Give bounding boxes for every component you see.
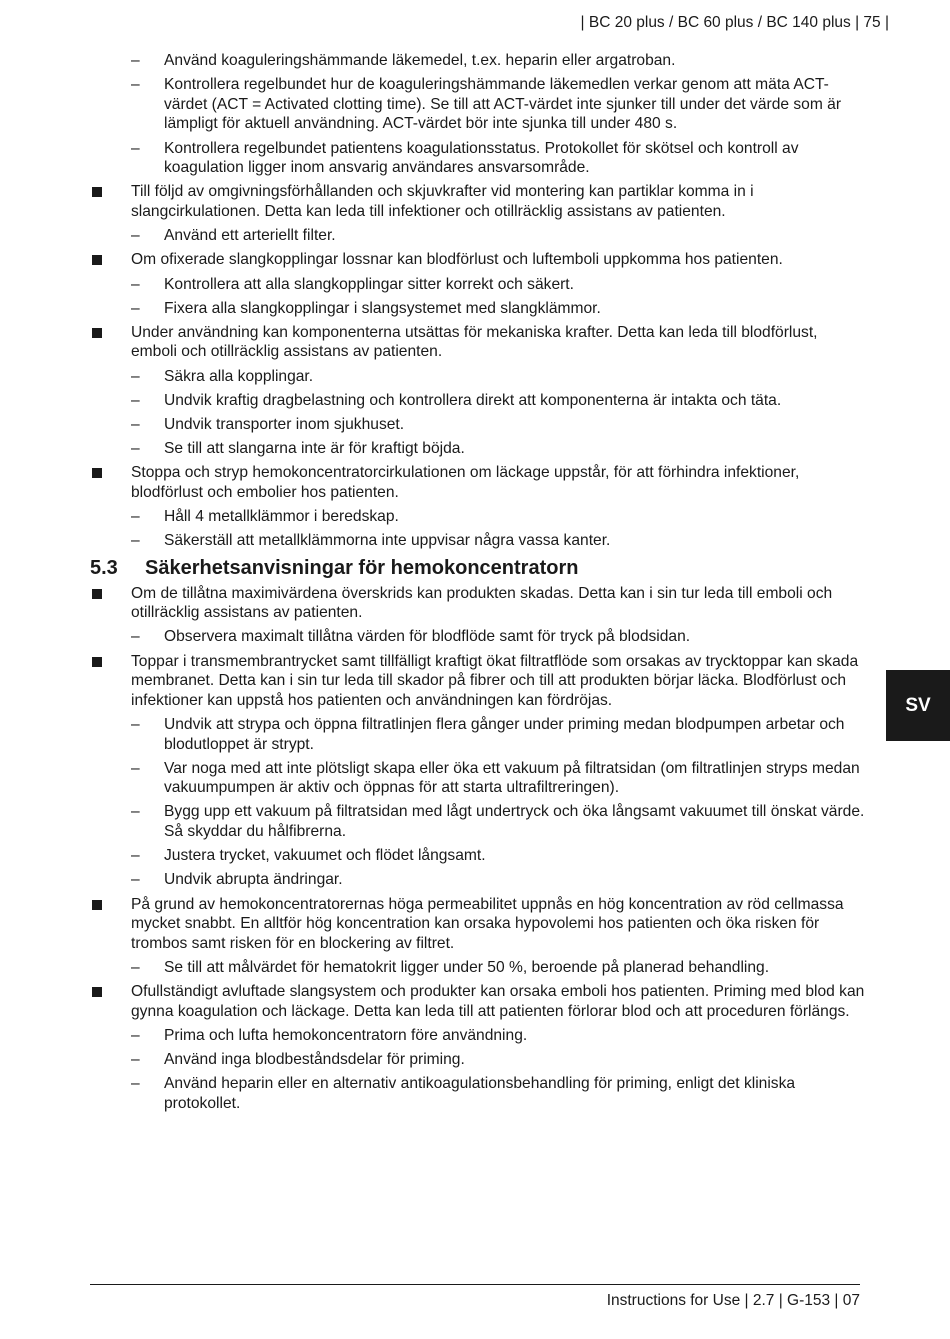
section-heading <box>90 556 865 580</box>
dash-item: – Observera maximalt tillåtna värden för blodflöde samt för tryck på blodsidan. <box>90 627 865 647</box>
dash-item: – Använd ett arteriellt filter. <box>90 226 865 246</box>
bullet-item: Till följd av omgivningsförhållanden och skjuvkrafter vid montering kan partiklar komma in i slangcirkulationen. Detta kan leda till infektioner och otillräcklig assistans av patienten. <box>90 182 865 221</box>
dash-item: – Säkra alla kopplingar. <box>90 367 865 387</box>
page-footer: Instructions for Use | 2.7 | G-153 | 07 <box>606 1292 860 1309</box>
page-header: | BC 20 plus / BC 60 plus / BC 140 plus | 75 | <box>580 14 889 31</box>
dash-item: – Justera trycket, vakuumet och flödet långsamt. <box>90 846 865 866</box>
dash-item: – Undvik transporter inom sjukhuset. <box>90 415 865 435</box>
dash-item: – Kontrollera regelbundet patientens koagulationsstatus. Protokollet för skötsel och kontroll av koagulation ligger inom ansvarig användares ansvarsområde. <box>90 139 865 178</box>
bullet-item: Under användning kan komponenterna utsättas för mekaniska krafter. Detta kan leda till blodförlust, emboli och otillräcklig assistans av patienten. <box>90 323 865 362</box>
section-number: 5.3 <box>90 556 118 579</box>
dash-item: – Var noga med att inte plötsligt skapa eller öka ett vakuum på filtratsidan (om filtratlinjen stryps medan vakuumpumpen är aktiv och öppnas för att starta ultrafiltreringen). <box>90 759 865 798</box>
bullet-item: Om ofixerade slangkopplingar lossnar kan blodförlust och luftemboli uppkomma hos patienten. <box>90 250 865 270</box>
dash-item: – Använd koaguleringshämmande läkemedel, t.ex. heparin eller argatroban. <box>90 51 865 71</box>
dash-item: – Bygg upp ett vakuum på filtratsidan med lågt undertryck och öka långsamt vakuumet till önskat värde. Så skyddar du hålfibrerna. <box>90 802 865 841</box>
dash-item: – Använd heparin eller en alternativ antikoagulationsbehandling för priming, enligt det kliniska protokollet. <box>90 1074 865 1113</box>
dash-item: – Säkerställ att metallklämmorna inte uppvisar några vassa kanter. <box>90 531 865 551</box>
dash-item: – Se till att målvärdet för hematokrit ligger under 50 %, beroende på planerad behandling. <box>90 958 865 978</box>
dash-item: – Kontrollera att alla slangkopplingar sitter korrekt och säkert. <box>90 275 865 295</box>
dash-item: – Fixera alla slangkopplingar i slangsystemet med slangklämmor. <box>90 299 865 319</box>
dash-item: – Se till att slangarna inte är för kraftigt böjda. <box>90 439 865 459</box>
dash-item: – Undvik abrupta ändringar. <box>90 870 865 890</box>
dash-item: – Använd inga blodbeståndsdelar för priming. <box>90 1050 865 1070</box>
document-body <box>90 51 865 1118</box>
bullet-item: Om de tillåtna maximivärdena överskrids kan produkten skadas. Detta kan i sin tur leda till emboli och otillräcklig assistans av patienten. <box>90 584 865 623</box>
bullet-item: Toppar i transmembrantrycket samt tillfälligt kraftigt ökat filtratflöde som orsakas av trycktoppar kan skada membranet. Detta kan i sin tur leda till skador på fibrer och till att produkten börjar läcka. Blodförlust och infektioner kan uppstå hos patienten och användningen kan fördröjas. <box>90 652 865 711</box>
dash-item: – Prima och lufta hemokoncentratorn före användning. <box>90 1026 865 1046</box>
bullet-item: Stoppa och stryp hemokoncentratorcirkulationen om läckage uppstår, för att förhindra infektioner, blodförlust och embolier hos patienten. <box>90 463 865 502</box>
dash-item: – Undvik att strypa och öppna filtratlinjen flera gånger under priming medan blodpumpen arbetar och blodutloppet är strypt. <box>90 715 865 754</box>
bullet-item: Ofullständigt avluftade slangsystem och produkter kan orsaka emboli hos patienten. Priming med blod kan gynna koagulation och läckage. Detta kan leda till att patienten förlorar blod och att proceduren förlängs. <box>90 982 865 1021</box>
footer-divider <box>90 1284 860 1285</box>
section-title: Säkerhetsanvisningar för hemokoncentratorn <box>145 556 579 579</box>
language-tab: SV <box>886 670 950 741</box>
dash-item: – Håll 4 metallklämmor i beredskap. <box>90 507 865 527</box>
dash-item: – Kontrollera regelbundet hur de koaguleringshämmande läkemedlen verkar genom att mäta ACT-värdet (ACT = Activated clotting time). Se till att ACT-värdet inte sjunker till under det värde som är lämpligt för aktuell användning. ACT-värdet bör inte sjunka till under 480 s. <box>90 75 865 134</box>
bullet-item: På grund av hemokoncentratorernas höga permeabilitet uppnås en hög koncentration av röd cellmassa mycket snabbt. En alltför hög koncentration kan orsaka hypovolemi hos patienten och öka risken för trombos samt risken för en blockering av filtret. <box>90 895 865 954</box>
dash-item: – Undvik kraftig dragbelastning och kontrollera direkt att komponenterna är intakta och täta. <box>90 391 865 411</box>
